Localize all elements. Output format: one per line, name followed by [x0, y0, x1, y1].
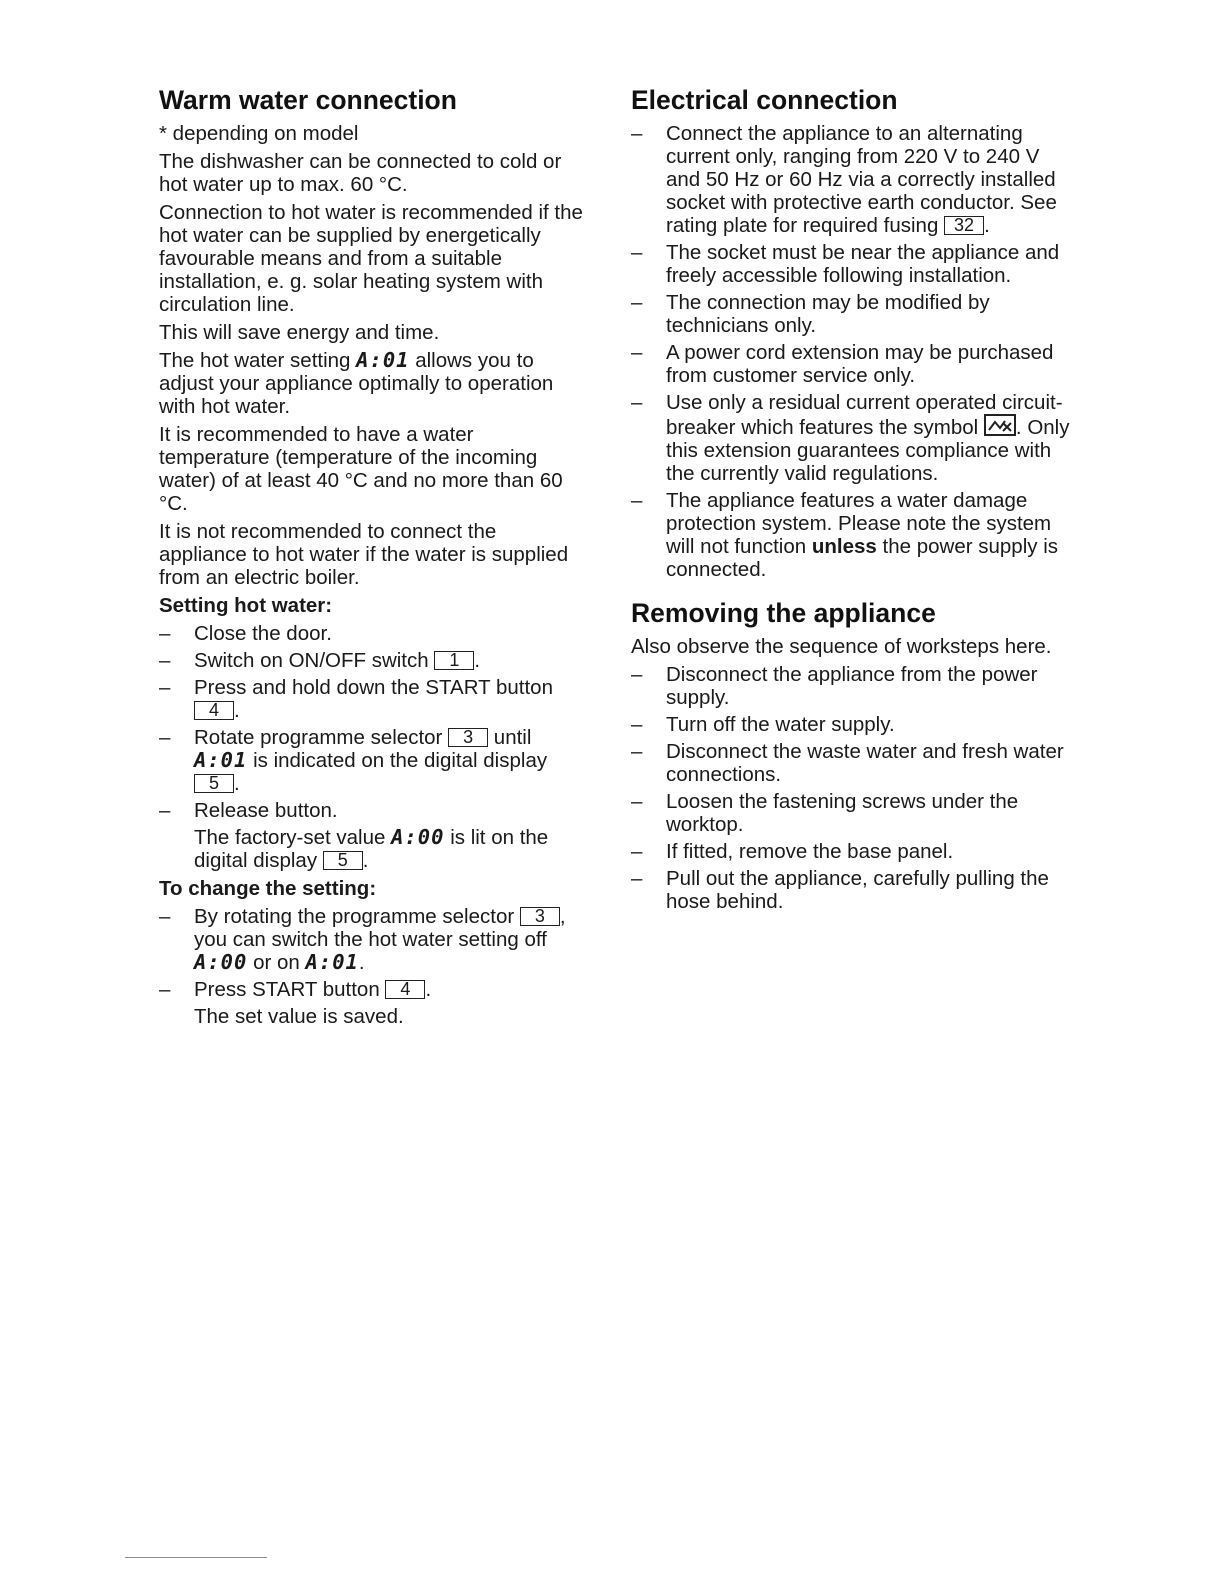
lcd-a01: A:01 — [356, 348, 410, 372]
list-item: – Loosen the fastening screws under the worktop. — [631, 790, 1071, 836]
rcd-symbol-icon — [984, 414, 1016, 436]
lcd-a00: A:00 — [194, 950, 248, 974]
list-item: – Rotate programme selector 3 until A:01 is indicated on the digital display 5 . — [159, 726, 589, 795]
setting-hot-water-heading: Setting hot water: — [159, 594, 333, 617]
list-item: – Press and hold down the START button 4 . — [159, 676, 589, 722]
list-item: – Connect the appliance to an alternating current only, ranging from 220 V to 240 V and 50 Hz or 60 Hz via a correctly installed socket with protective earth conductor. See rating plate for required fusing 32 . — [631, 122, 1071, 237]
list-item: – Release button. — [159, 799, 589, 822]
lcd-a01: A:01 — [194, 748, 248, 772]
list-item: – Turn off the water supply. — [631, 713, 1071, 736]
para-cold-hot: The dishwasher can be connected to cold or hot water up to max. 60 °C. — [159, 150, 562, 196]
model-note: * depending on model — [159, 122, 359, 145]
list-item: – Disconnect the waste water and fresh water connections. — [631, 740, 1071, 786]
list-item: – The connection may be modified by technicians only. — [631, 291, 1071, 337]
change-steps — [159, 905, 589, 1001]
ref-box-3: 3 — [448, 728, 488, 747]
para-electric-boiler: It is not recommended to connect the appliance to hot water if the water is supplied from an electric boiler. — [159, 520, 569, 589]
list-item: – Use only a residual current operated circuit-breaker which features the symbol . Only this extension guarantees compliance with the currently valid regulations. — [631, 391, 1071, 485]
setting-steps — [159, 622, 589, 822]
para-hot-water-setting: The hot water setting A:01 allows you to adjust your appliance optimally to operation with hot water. — [159, 348, 554, 418]
removing-intro: Also observe the sequence of worksteps here. — [631, 635, 1052, 658]
footnote-divider — [125, 1557, 267, 1558]
list-item: – Disconnect the appliance from the power supply. — [631, 663, 1071, 709]
removing-list — [631, 663, 1071, 913]
factory-value-note: The factory-set value A:00 is lit on the digital display 5 . — [194, 825, 549, 872]
electrical-heading: Electrical connection — [631, 85, 898, 115]
list-item: – The appliance features a water damage protection system. Please note the system will not function unless the power supply is connected. — [631, 489, 1071, 581]
ref-box-3: 3 — [520, 907, 560, 926]
change-setting-heading: To change the setting: — [159, 877, 377, 900]
list-item: – Press START button 4 . — [159, 978, 589, 1001]
ref-box-4: 4 — [194, 701, 234, 720]
list-item: – Close the door. — [159, 622, 589, 645]
ref-box-5: 5 — [323, 851, 363, 870]
list-item: – If fitted, remove the base panel. — [631, 840, 1071, 863]
para-temperature: It is recommended to have a water temperature (temperature of the incoming water) of at least 40 °C and no more than 60 °C. — [159, 423, 563, 515]
lcd-a01: A:01 — [305, 950, 359, 974]
ref-box-5: 5 — [194, 774, 234, 793]
ref-box-1: 1 — [434, 651, 474, 670]
para-save-energy: This will save energy and time. — [159, 321, 440, 344]
right-column — [631, 84, 1071, 917]
list-item: – A power cord extension may be purchased from customer service only. — [631, 341, 1071, 387]
ref-box-32: 32 — [944, 216, 984, 235]
list-item: – Switch on ON/OFF switch 1 . — [159, 649, 589, 672]
lcd-a00: A:00 — [391, 825, 445, 849]
saved-note: The set value is saved. — [194, 1005, 404, 1028]
electrical-list — [631, 122, 1071, 581]
list-item: – By rotating the programme selector 3 , you can switch the hot water setting off A:00 or on A:01. — [159, 905, 589, 974]
para-recommended: Connection to hot water is recommended if the hot water can be supplied by energetically favourable means and from a suitable installation, e. g. solar heating system with circulation line. — [159, 201, 583, 316]
warm-water-heading: Warm water connection — [159, 85, 457, 115]
ref-box-4: 4 — [385, 980, 425, 999]
left-column — [159, 84, 589, 1033]
removing-heading: Removing the appliance — [631, 598, 936, 628]
list-item: – The socket must be near the appliance and freely accessible following installation. — [631, 241, 1071, 287]
list-item: – Pull out the appliance, carefully pulling the hose behind. — [631, 867, 1071, 913]
